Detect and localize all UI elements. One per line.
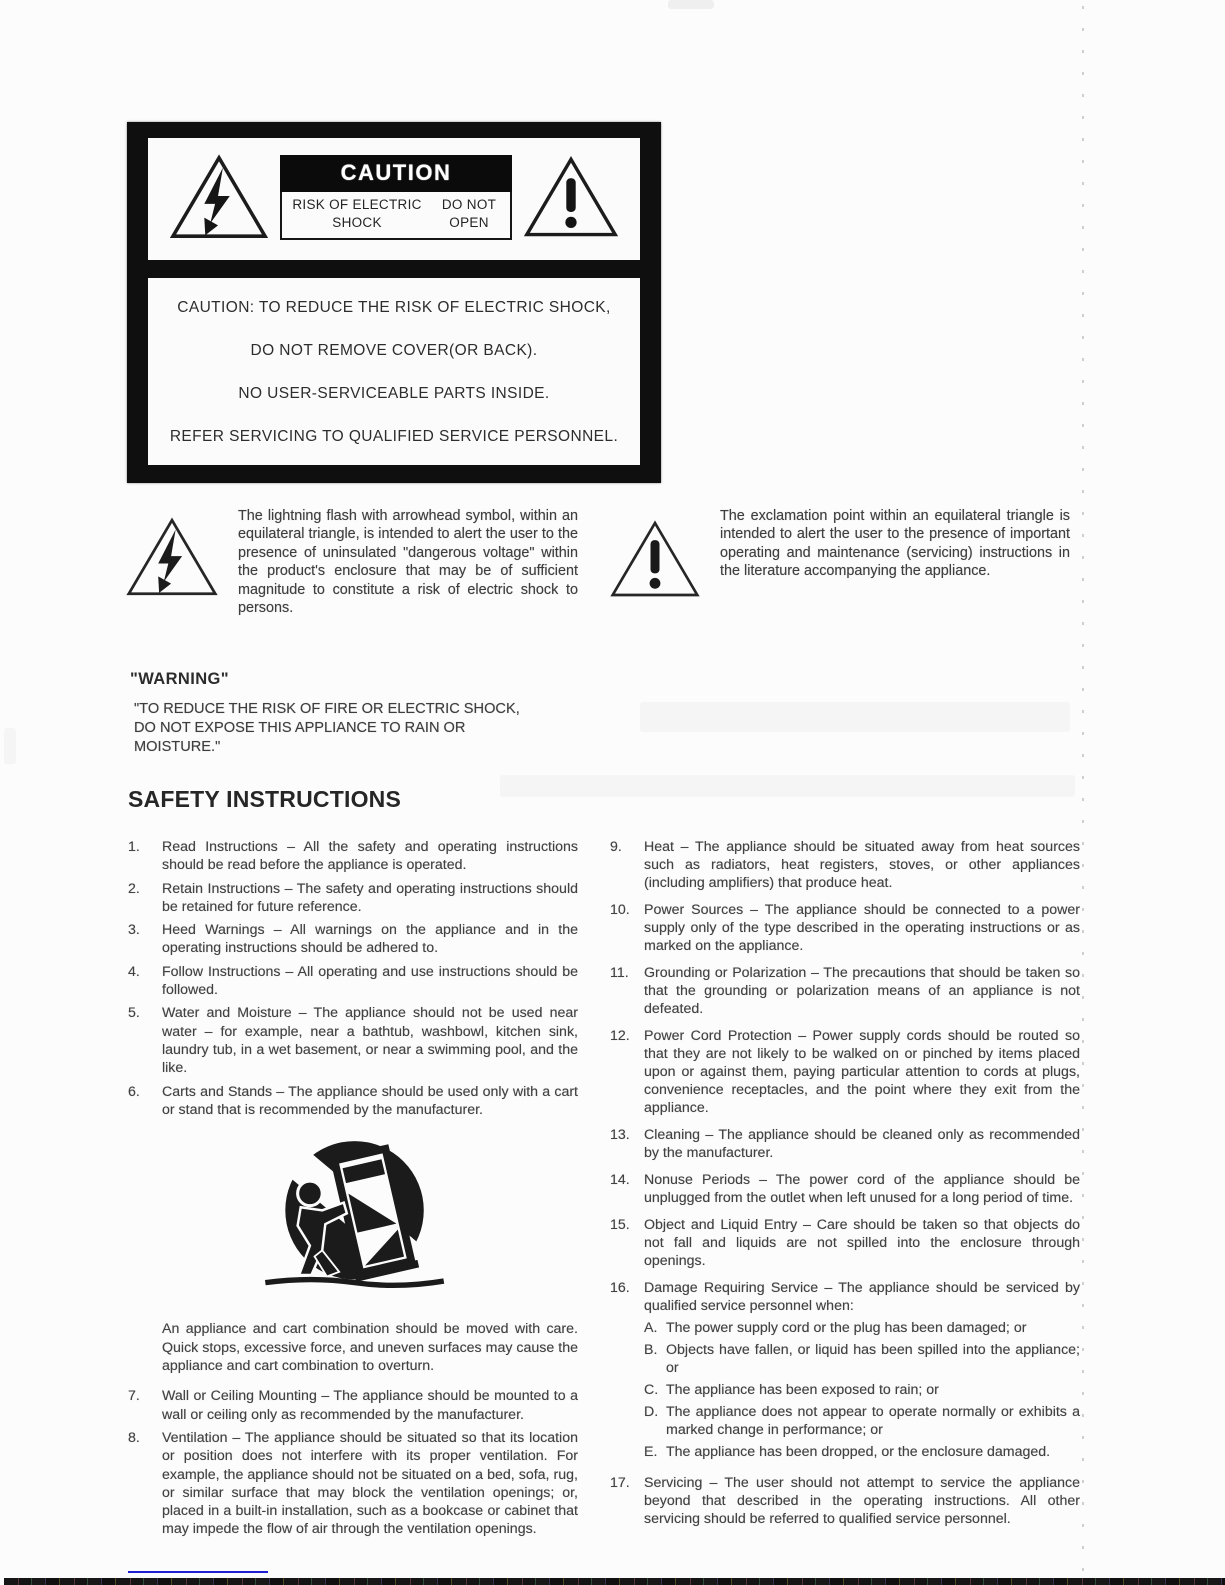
item-number: 16.: [610, 1280, 630, 1296]
lightning-advisory: [126, 507, 578, 617]
item-number: 3.: [128, 922, 140, 939]
item-number: 14.: [610, 1172, 630, 1188]
item-number: 17.: [610, 1475, 630, 1491]
item-number: 2.: [128, 880, 140, 897]
item-number: 10.: [610, 902, 630, 918]
item-text: Read Instructions – All the safety and operating instructions should be read before the appliance is operated.: [162, 839, 578, 874]
sub-item-text: The appliance has been exposed to rain; or: [666, 1382, 939, 1398]
item-number: 12.: [610, 1028, 630, 1044]
list-item: [128, 1429, 578, 1539]
do-not-open-line: DO NOT OPEN: [441, 196, 497, 230]
exclamation-advisory: [610, 507, 1070, 616]
scan-edge-stripe: [4, 1578, 1225, 1585]
lightning-triangle-icon: [170, 153, 268, 246]
sub-item-letter: C.: [644, 1382, 659, 1398]
list-item: [128, 921, 578, 958]
caution-box-top-panel: [148, 138, 640, 260]
scan-artifact: [4, 728, 16, 764]
item-number: 15.: [610, 1217, 630, 1233]
safety-list-left-column: [128, 838, 578, 1544]
blue-underline-mark: [128, 1571, 268, 1573]
item-text: Ventilation – The appliance should be situated so that its location or position does not interfere with its proper ventilation. For example, the appliance should not be situated on a bed, sofa, rug, or similar surface that may block the ventilation openings; or, placed in a built-in installation, such as a bookcase or cabinet that may impede the flow of air through the ventilation openings.: [162, 1429, 578, 1538]
list-item: [610, 901, 1080, 955]
sub-item-letter: E.: [644, 1444, 658, 1460]
item-number: 9.: [610, 839, 622, 855]
cart-tipping-icon: [128, 1133, 578, 1308]
sub-item: [644, 1381, 1080, 1399]
item-number: 7.: [128, 1388, 140, 1405]
item-text: Heed Warnings – All warnings on the appliance and in the operating instructions should be adhered to.: [162, 922, 578, 957]
item-number: 4.: [128, 963, 140, 980]
exclamation-triangle-icon: [524, 154, 618, 245]
item-text: Object and Liquid Entry – Care should be taken so that objects do not fall and liquids are not spilled into the enclosure through openings.: [644, 1217, 1080, 1269]
sub-item-letter: D.: [644, 1404, 659, 1420]
sub-item-text: The appliance has been dropped, or the enclosure damaged.: [666, 1444, 1051, 1460]
page-fold-dotted-line: [1082, 6, 1084, 1573]
sub-item: [644, 1319, 1080, 1337]
lightning-triangle-icon: [126, 507, 218, 617]
scan-artifact: [500, 775, 1075, 797]
list-item: [128, 1004, 578, 1077]
list-item: [610, 838, 1080, 892]
list-item: [610, 1216, 1080, 1270]
item-number: 8.: [128, 1429, 140, 1446]
item-number: 6.: [128, 1083, 140, 1100]
item-text: Follow Instructions – All operating and use instructions should be followed.: [162, 963, 578, 999]
caution-text-line: NO USER-SERVICEABLE PARTS INSIDE.: [238, 384, 550, 402]
list-item: [610, 964, 1080, 1018]
scan-artifact: [668, 0, 714, 9]
caution-text-line: CAUTION: TO REDUCE THE RISK OF ELECTRIC SHOCK,: [177, 298, 611, 316]
item-number: 1.: [128, 839, 140, 855]
caution-subtitle: [280, 192, 512, 240]
item-text-lead: Damage Requiring Service – The appliance should be serviced by qualified service personnel when:: [644, 1280, 1080, 1314]
sub-item-text: The appliance does not appear to operate normally or exhibits a marked change in performance; or: [666, 1404, 1080, 1438]
caution-box-bottom-panel: [148, 278, 640, 465]
caution-text-line: DO NOT REMOVE COVER(OR BACK).: [250, 341, 538, 359]
caution-box: [127, 122, 661, 483]
list-item: [610, 1474, 1080, 1528]
warning-heading: "WARNING": [130, 670, 229, 688]
item-text: Nonuse Periods – The power cord of the appliance should be unplugged from the outlet when left unused for a long period of time.: [644, 1172, 1080, 1206]
item-text: Servicing – The user should not attempt to service the appliance beyond that described in the operating instructions. All other servicing should be referred to qualified service personnel.: [644, 1475, 1080, 1527]
item-text: Power Sources – The appliance should be connected to a power supply only of the type described in the operating instructions or as marked on the appliance.: [644, 902, 1080, 954]
exclamation-advisory-text: The exclamation point within an equilateral triangle is intended to alert the user to the presence of important operating and maintenance (servicing) instructions in the literature accompanying the appliance.: [720, 508, 1070, 580]
item-text: Wall or Ceiling Mounting – The appliance should be mounted to a wall or ceiling only as recommended by the manufacturer.: [162, 1388, 578, 1423]
list-item: [128, 880, 578, 917]
item-text: Water and Moisture – The appliance should not be used near water – for example, near a bathtub, washbowl, kitchen sink, laundry tub, in a wet basement, or near a swimming pool, and the like.: [162, 1005, 578, 1077]
item-text: Heat – The appliance should be situated away from heat sources such as radiators, heat registers, stoves, or other appliances (including amplifiers) that produce heat.: [644, 839, 1080, 891]
item-number: 5.: [128, 1005, 140, 1022]
sub-item-list: [644, 1319, 1080, 1461]
sub-item: [644, 1443, 1080, 1461]
sub-item-text: Objects have fallen, or liquid has been spilled into the appliance; or: [666, 1342, 1080, 1376]
item-number: 13.: [610, 1127, 630, 1143]
exclamation-triangle-icon: [610, 507, 700, 616]
cart-note: An appliance and cart combination should be moved with care. Quick stops, excessive force, and uneven surfaces may cause the appliance and cart combination to overturn.: [162, 1321, 578, 1375]
list-item: [610, 1126, 1080, 1162]
list-item: [128, 1083, 578, 1120]
safety-instructions-heading: SAFETY INSTRUCTIONS: [128, 786, 402, 812]
list-item: [128, 838, 578, 875]
item-number: 11.: [610, 965, 629, 981]
list-item: [610, 1027, 1080, 1117]
list-item: [610, 1279, 1080, 1465]
lightning-advisory-text: The lightning flash with arrowhead symbol, within an equilateral triangle, is intended to alert the user to the presence of uninsulated "dangerous voltage" within the product's enclosure that may be of sufficient magnitude to constitute a risk of electric shock to persons.: [238, 508, 578, 617]
item-text: Power Cord Protection – Power supply cords should be routed so that they are not likely to be walked on or pinched by items placed upon or against them, paying particular attention to cords at plugs, convenience receptacles, and the point where they exit from the appliance.: [644, 1028, 1080, 1116]
scan-artifact: [640, 702, 1070, 732]
caution-label: [280, 155, 512, 244]
item-text: [644, 1279, 1080, 1465]
list-item: [128, 963, 578, 1000]
item-text: Grounding or Polarization – The precautions that should be taken so that the grounding or polarization means of an appliance is not defeated.: [644, 965, 1080, 1017]
item-text: Retain Instructions – The safety and operating instructions should be retained for future reference.: [162, 880, 578, 915]
warning-section: [130, 670, 534, 757]
item-text: Cleaning – The appliance should be cleaned only as recommended by the manufacturer.: [644, 1127, 1080, 1161]
caution-text-line: REFER SERVICING TO QUALIFIED SERVICE PERSONNEL.: [169, 427, 619, 445]
safety-list-right-column: [610, 838, 1080, 1537]
warning-body: "TO REDUCE THE RISK OF FIRE OR ELECTRIC SHOCK, DO NOT EXPOSE THIS APPLIANCE TO RAIN OR MOISTURE.": [134, 701, 520, 755]
list-item: [128, 1387, 578, 1424]
risk-line: RISK OF ELECTRIC SHOCK: [292, 196, 422, 230]
sub-item-letter: A.: [644, 1320, 658, 1336]
list-item: [610, 1171, 1080, 1207]
caution-title: CAUTION: [280, 155, 512, 192]
sub-item-letter: B.: [644, 1342, 658, 1358]
sub-item: [644, 1403, 1080, 1439]
item-text: Carts and Stands – The appliance should be used only with a cart or stand that is recommended by the manufacturer.: [162, 1083, 578, 1118]
sub-item: [644, 1341, 1080, 1377]
sub-item-text: The power supply cord or the plug has been damaged; or: [666, 1320, 1027, 1336]
